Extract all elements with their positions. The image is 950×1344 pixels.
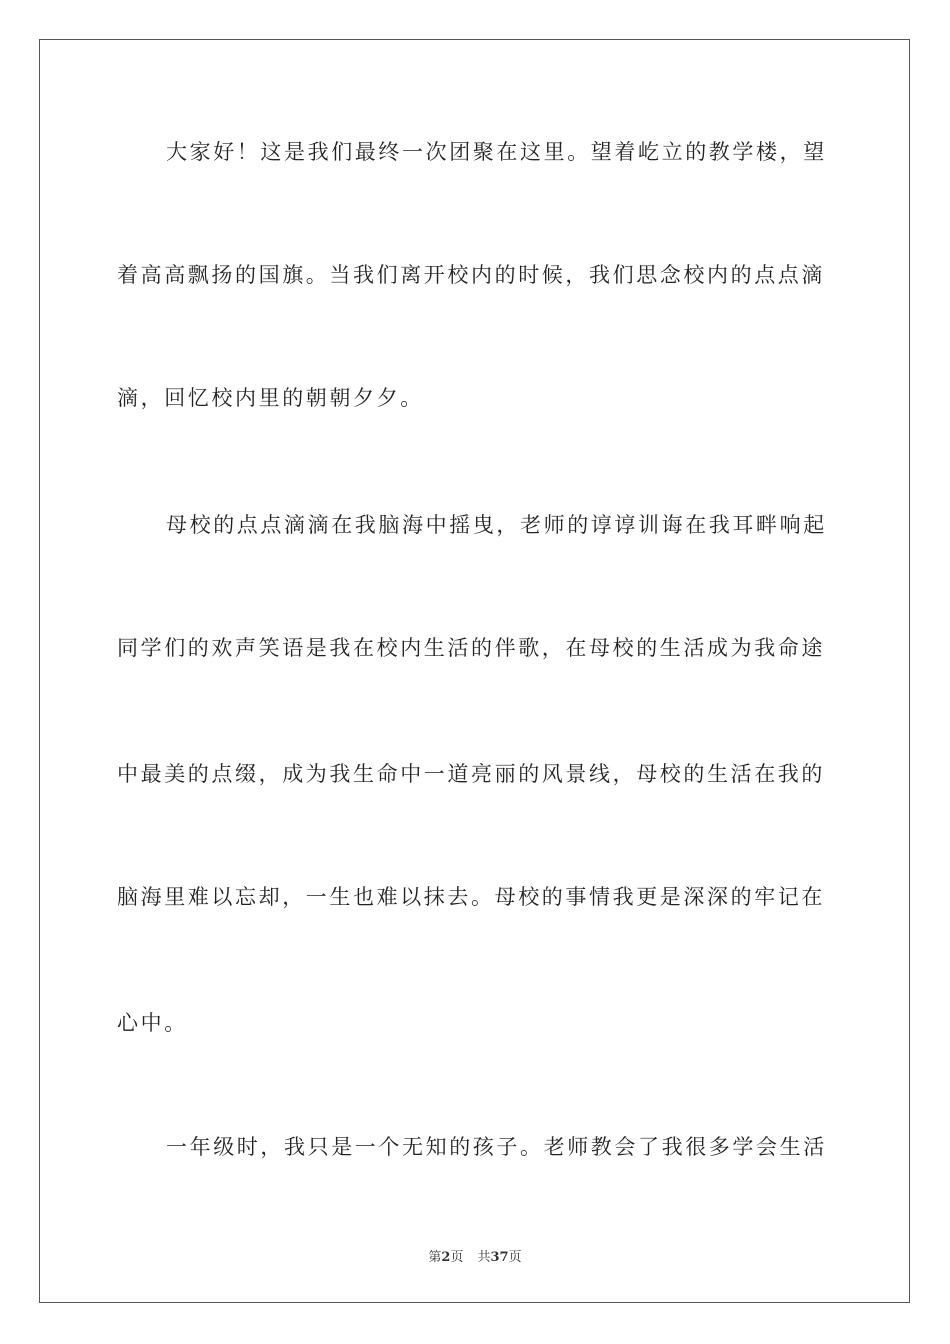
paragraph-line: 脑海里难以忘却，一生也难以抹去。母校的事情我更是深深的牢记在 [117,885,825,909]
paragraph-line: 心中。 [117,1011,188,1035]
page-number: 2 [441,1250,451,1265]
total-suffix: 页 [508,1250,522,1265]
page-prefix: 第 [428,1250,442,1265]
paragraph-line: 滴，回忆校内里的朝朝夕夕。 [117,386,424,410]
paragraph-line: 一年级时，我只是一个无知的孩子。老师教会了我很多学会生活 [166,1135,827,1159]
paragraph-line: 大家好！这是我们最终一次团聚在这里。望着屹立的教学楼，望 [166,140,827,164]
total-pages: 37 [490,1250,509,1265]
paragraph-line: 母校的点点滴滴在我脑海中摇曳，老师的谆谆训诲在我耳畔响起 [166,513,827,537]
paragraph-line: 着高高飘扬的国旗。当我们离开校内的时候，我们思念校内的点点滴 [117,263,825,287]
paragraph-line: 中最美的点缀，成为我生命中一道亮丽的风景线，母校的生活在我的 [117,762,825,786]
total-prefix: 共 [477,1250,491,1265]
page-footer [0,1246,950,1265]
page-suffix: 页 [450,1250,464,1265]
page-border [39,39,910,1303]
paragraph-line: 同学们的欢声笑语是我在校内生活的伴歌，在母校的生活成为我命途 [117,636,825,660]
